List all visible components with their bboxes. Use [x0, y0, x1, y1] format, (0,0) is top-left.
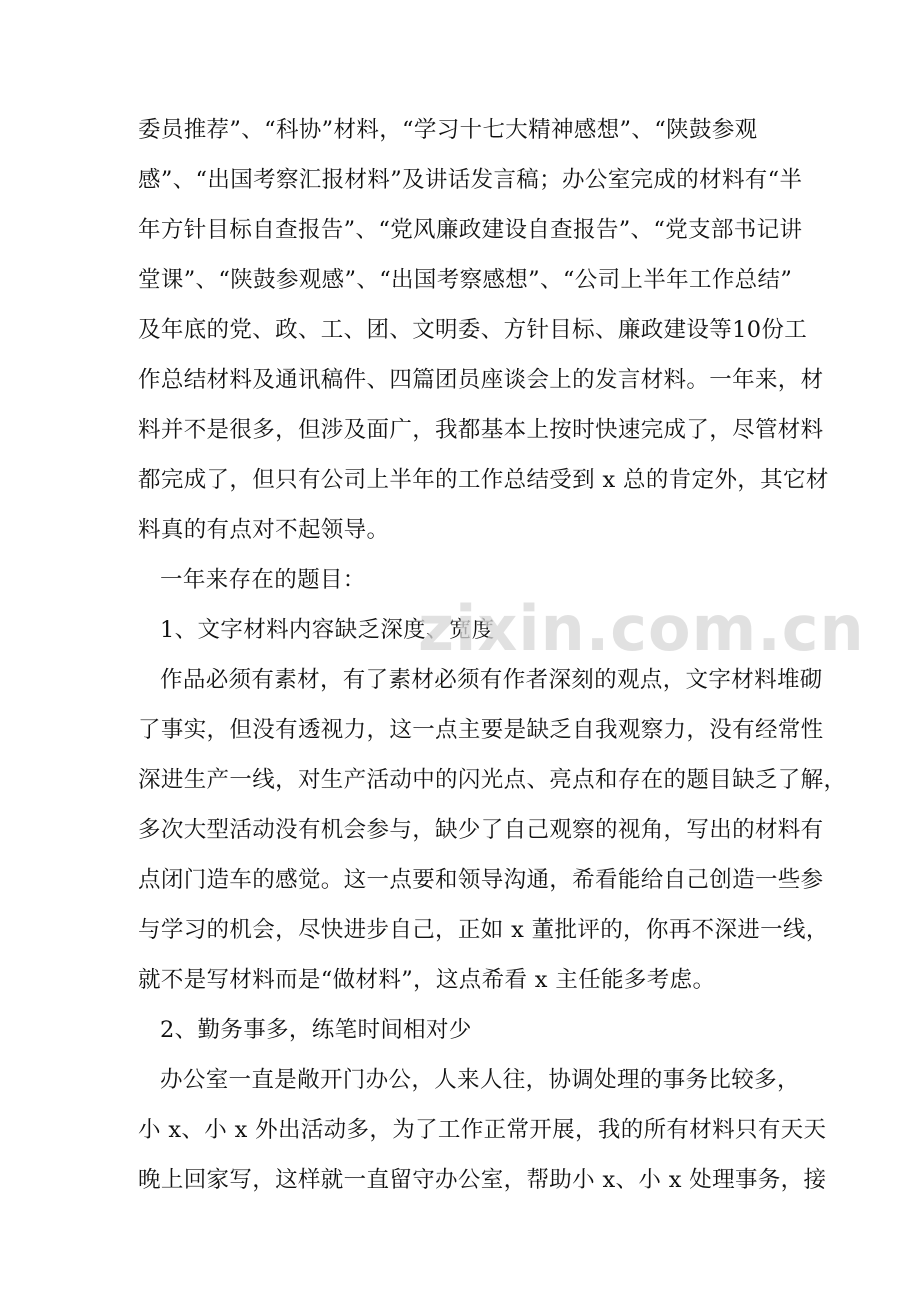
- text-line: 深进生产一线，对生产活动中的闪光点、亮点和存在的题目缺乏了解，: [138, 767, 847, 793]
- text-line: 堂课”、“陕鼓参观感”、“出国考察感想”、“公司上半年工作总结”: [138, 267, 793, 293]
- text-line: 了事实，但没有透视力，这一点主要是缺乏自我观察力，没有经常性: [138, 717, 824, 743]
- watermark: zixin.com.cn: [418, 592, 865, 665]
- subsection-heading: 1、文字材料内容缺乏深度、宽度: [160, 617, 495, 643]
- text-line: 与学习的机会，尽快进步自己，正如 x 董批评的，你再不深进一线，: [138, 917, 829, 943]
- text-line: 作总结材料及通讯稿件、四篇团员座谈会上的发言材料。一年来，材: [138, 367, 824, 393]
- text-line: 料并不是很多，但涉及面广，我都基本上按时快速完成了，尽管材料: [138, 417, 824, 443]
- subsection-heading: 2、勤务事多，练笔时间相对少: [160, 1017, 472, 1043]
- text-line: 料真的有点对不起领导。: [138, 517, 390, 543]
- text-line: 及年底的党、政、工、团、文明委、方针目标、廉政建设等10份工: [138, 317, 808, 343]
- text-line: 小 x、小 x 外出活动多，为了工作正常开展，我的所有材料只有天天: [138, 1117, 827, 1143]
- text-line: 委员推荐”、“科协”材料，“学习十七大精神感想”、“陕鼓参观: [138, 117, 758, 143]
- section-heading: 一年来存在的题目：: [160, 567, 366, 593]
- text-line: 办公室一直是敞开门办公，人来人往，协调处理的事务比较多，: [160, 1067, 800, 1093]
- text-line: 都完成了，但只有公司上半年的工作总结受到 x 总的肯定外，其它材: [138, 467, 829, 493]
- text-line: 就不是写材料而是“做材料”，这点希看 x 主任能多考虑。: [138, 967, 716, 993]
- text-line: 年方针目标自查报告”、“党风廉政建设自查报告”、“党支部书记讲: [138, 217, 803, 243]
- text-line: 晚上回家写，这样就一直留守办公室，帮助小 x、小 x 处理事务，接: [138, 1167, 827, 1193]
- text-line: 多次大型活动没有机会参与，缺少了自己观察的视角，写出的材料有: [138, 817, 824, 843]
- text-line: 点闭门造车的感觉。这一点要和领导沟通，希看能给自己创造一些参: [138, 867, 824, 893]
- text-line: 作品必须有素材，有了素材必须有作者深刻的观点，文字材料堆砌: [160, 667, 823, 693]
- text-line: 感”、“出国考察汇报材料”及讲话发言稿；办公室完成的材料有“半: [138, 167, 803, 193]
